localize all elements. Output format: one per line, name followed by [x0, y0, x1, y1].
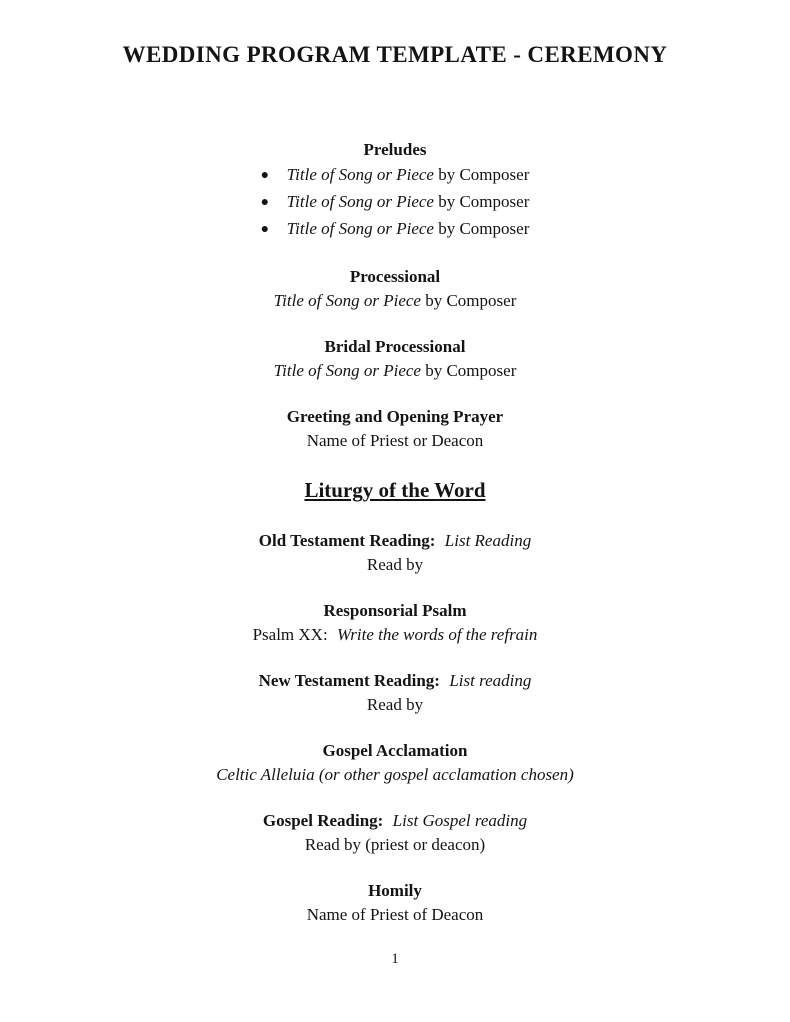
section-homily	[0, 879, 790, 927]
gospel-reading-line	[0, 809, 790, 833]
liturgy-of-the-word-heading: Liturgy of the Word	[304, 478, 486, 502]
section-old-testament	[0, 529, 790, 577]
preludes-heading: Preludes	[363, 140, 427, 159]
old-testament-read-by: Read by	[366, 555, 424, 574]
song-title: Title of Song or Piece	[286, 192, 434, 211]
song-composer: by Composer	[420, 361, 517, 380]
new-testament-line	[0, 669, 790, 693]
section-responsorial-psalm	[0, 599, 790, 647]
song-title: Title of Song or Piece	[286, 165, 434, 184]
section-gospel-reading	[0, 809, 790, 857]
song-composer: by Composer	[433, 219, 530, 238]
section-bridal-processional	[0, 335, 790, 383]
old-testament-line	[0, 529, 790, 553]
song-title: Title of Song or Piece	[286, 219, 434, 238]
bridal-processional-heading: Bridal Processional	[324, 337, 466, 356]
section-preludes	[0, 138, 790, 243]
section-greeting	[0, 405, 790, 453]
section-gospel-acclamation	[0, 739, 790, 787]
gospel-reading-read-by: Read by (priest or deacon)	[304, 835, 486, 854]
responsorial-psalm-line	[0, 623, 790, 647]
list-item	[261, 189, 530, 216]
new-testament-heading: New Testament Reading:	[258, 671, 440, 690]
song-title: Title of Song or Piece	[273, 361, 421, 380]
homily-line: Name of Priest of Deacon	[306, 905, 484, 924]
gospel-reading-heading: Gospel Reading:	[262, 811, 384, 830]
processional-heading: Processional	[349, 267, 441, 286]
bullet-icon: ●	[260, 168, 270, 183]
preludes-bullet-list	[261, 162, 530, 243]
responsorial-psalm-heading: Responsorial Psalm	[323, 601, 467, 620]
gospel-reading-detail: List Gospel reading	[392, 811, 528, 830]
song-composer: by Composer	[433, 165, 530, 184]
gospel-acclamation-line: Celtic Alleluia (or other gospel acclamation chosen)	[216, 765, 574, 784]
bullet-icon: ●	[260, 222, 270, 237]
psalm-prefix: Psalm XX:	[252, 625, 328, 644]
new-testament-read-by: Read by	[366, 695, 424, 714]
list-item	[261, 162, 530, 189]
song-composer: by Composer	[433, 192, 530, 211]
old-testament-heading: Old Testament Reading:	[258, 531, 436, 550]
bridal-processional-line	[0, 359, 790, 383]
page-number: 1	[391, 951, 399, 967]
section-new-testament	[0, 669, 790, 717]
greeting-heading: Greeting and Opening Prayer	[286, 407, 504, 426]
psalm-refrain: Write the words of the refrain	[337, 625, 538, 644]
document-title: WEDDING PROGRAM TEMPLATE - CEREMONY	[122, 42, 668, 67]
new-testament-detail: List reading	[449, 671, 532, 690]
old-testament-detail: List Reading	[444, 531, 532, 550]
homily-heading: Homily	[368, 881, 422, 900]
greeting-line: Name of Priest or Deacon	[306, 431, 484, 450]
section-processional	[0, 265, 790, 313]
list-item	[261, 216, 530, 243]
song-composer: by Composer	[420, 291, 517, 310]
gospel-acclamation-heading: Gospel Acclamation	[322, 741, 468, 760]
song-title: Title of Song or Piece	[273, 291, 421, 310]
processional-line	[0, 289, 790, 313]
bullet-icon: ●	[260, 195, 270, 210]
